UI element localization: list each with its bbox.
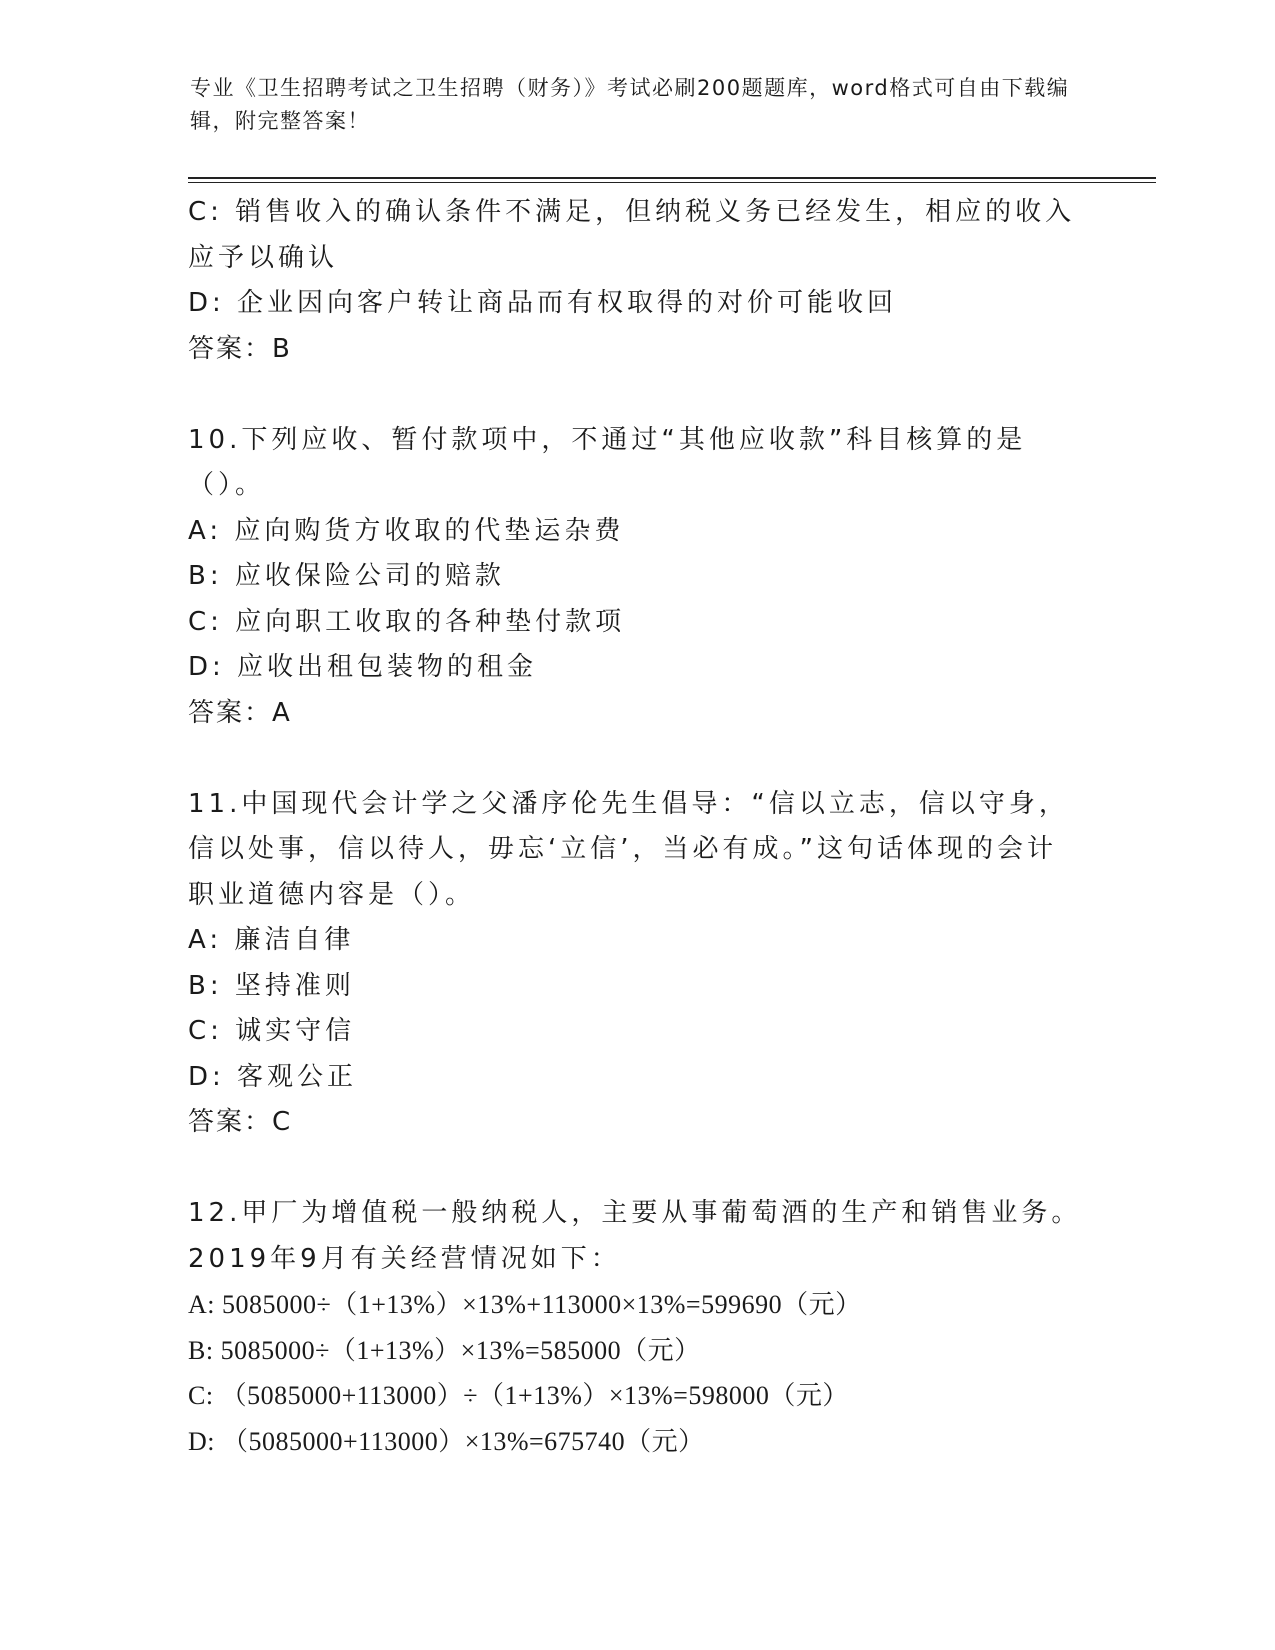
spacer xyxy=(188,1146,1083,1192)
q12-option-a: A: 5085000÷（1+13%）×13%+113000×13%=599690（元） xyxy=(188,1290,862,1319)
q11-option-d: D: 客观公正 xyxy=(188,1061,358,1092)
q10-option-d: D: 应收出租包装物的租金 xyxy=(188,652,538,682)
q11-stem: 11.中国现代会计学之父潘序伦先生倡导：“信以立志，信以守身，信以处事，信以待人，毋忘‘立信’，当必有成。”这句话体现的会计职业道德内容是（）。 xyxy=(188,788,1069,910)
q11-answer: 答案：C xyxy=(188,1107,293,1137)
q12-option-b: B: 5085000÷（1+13%）×13%=585000（元） xyxy=(188,1335,701,1365)
q9-option-c: C: 销售收入的确认条件不满足，但纳税义务已经发生，相应的收入应予以确认 xyxy=(188,197,1076,273)
header-rule-thin xyxy=(188,182,1156,183)
q10-option-b: B: 应收保险公司的赔款 xyxy=(188,561,505,591)
spacer xyxy=(188,736,1083,782)
q11-option-c: C: 诚实守信 xyxy=(188,1016,356,1046)
q10-option-c: C: 应向职工收取的各种垫付款项 xyxy=(188,606,626,637)
q9-option-d: D: 企业因向客户转让商品而有权取得的对价可能收回 xyxy=(188,288,898,318)
q12-stem-line1: 12.甲厂为增值税一般纳税人，主要从事葡萄酒的生产和销售业务。 xyxy=(188,1198,1082,1228)
question-content xyxy=(188,190,1083,1464)
q11-option-a: A: 廉洁自律 xyxy=(188,925,355,955)
q9-answer: 答案：B xyxy=(188,333,292,364)
q10-option-a: A: 应向购货方收取的代垫运杂费 xyxy=(188,515,625,546)
q12-stem-line2: 2019年9月有关经营情况如下： xyxy=(188,1243,621,1274)
q12-option-c: C: （5085000+113000）÷（1+13%）×13%=598000（元） xyxy=(188,1381,849,1410)
q11-option-b: B: 坚持准则 xyxy=(188,970,355,1001)
q10-answer: 答案：A xyxy=(188,697,292,728)
spacer xyxy=(188,372,1083,418)
q10-stem: 10.下列应收、暂付款项中，不通过“其他应收款”科目核算的是（）。 xyxy=(188,424,1027,500)
page-header: 专业《卫生招聘考试之卫生招聘（财务）》考试必刷200题题库，word格式可自由下载编辑，附完整答案！ xyxy=(190,76,1070,133)
q12-option-d: D: （5085000+113000）×13%=675740（元） xyxy=(188,1426,705,1456)
header-rule-thick xyxy=(188,177,1156,179)
